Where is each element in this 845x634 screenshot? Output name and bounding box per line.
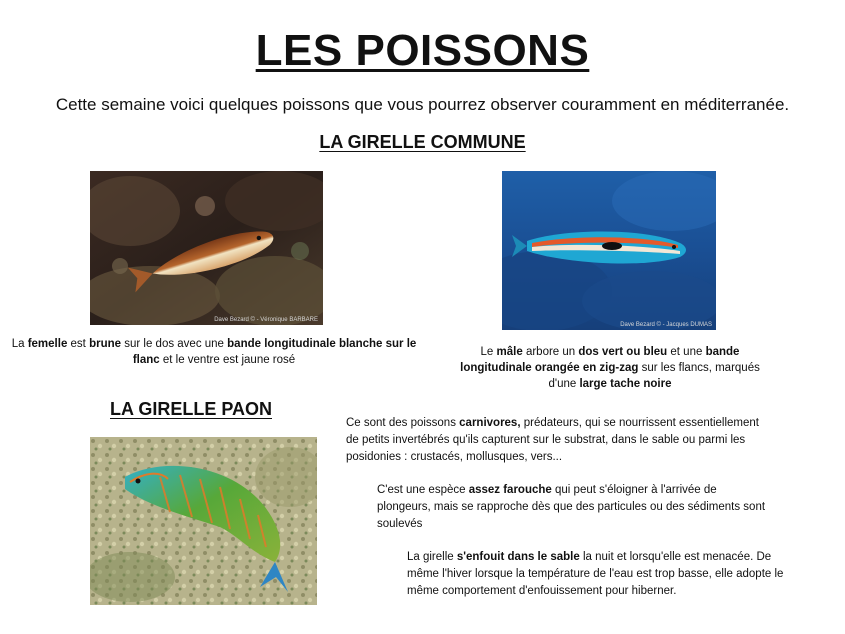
paragraph-0-run-1-bold: carnivores, xyxy=(459,417,521,429)
page-subtitle: Cette semaine voici quelques poissons que vous pourrez observer couramment en méditerranée. xyxy=(55,95,790,114)
paragraph-2-run-0: La girelle xyxy=(407,551,457,563)
section-title-girelle-paon: LA GIRELLE PAON xyxy=(110,399,272,419)
caption-male-run-0: Le xyxy=(480,346,497,358)
page-title: LES POISSONS xyxy=(255,26,590,75)
caption-female-run-0: La xyxy=(11,338,28,350)
paragraph-diet xyxy=(346,415,766,466)
paragraph-0-run-0: Ce sont des poissons xyxy=(346,417,460,429)
caption-male-run-5-bold: bande longitudinale orangée en zig-zag xyxy=(460,346,740,374)
caption-female-run-1-bold: femelle xyxy=(27,338,68,350)
paragraph-burrowing xyxy=(407,549,802,600)
caption-male-run-6: sur les flancs, marqués d'une xyxy=(548,362,760,390)
caption-female-run-4: sur le dos avec une xyxy=(121,338,228,350)
caption-female-run-5-bold: bande longitudinale blanche sur le flanc xyxy=(132,338,417,366)
photo-female-girelle xyxy=(90,171,323,325)
caption-male xyxy=(455,344,765,392)
paragraph-2-run-2: la nuit et lorsqu'elle est menacée. De même l'hiver lorsque la température de l'eau est trop basse, elle adopte le même comportement d'enfouissement pour hiberner. xyxy=(407,551,784,597)
caption-female xyxy=(8,336,420,368)
caption-male-run-7-bold: large tache noire xyxy=(579,378,672,390)
photo-girelle-paon xyxy=(90,437,317,605)
caption-male-run-4: et une xyxy=(667,346,706,358)
caption-male-run-1-bold: mâle xyxy=(496,346,523,358)
paragraph-1-run-0: C'est une espèce xyxy=(377,484,469,496)
paragraph-2-run-1-bold: s'enfouit dans le sable xyxy=(456,551,580,563)
paragraph-1-run-1-bold: assez farouche xyxy=(468,484,552,496)
caption-female-run-2: est xyxy=(67,338,90,350)
photo-credit: Dave Bezard © - Jacques DUMAS xyxy=(620,322,712,328)
photo-male-girelle xyxy=(502,171,716,330)
caption-male-run-2: arbore un xyxy=(522,346,579,358)
paragraph-1-run-2: qui peut s'éloigner à l'arrivée de plongeurs, mais se rapproche dès que des particules ou des sédiments sont soulevés xyxy=(377,484,766,530)
photo-credit: Dave Bezard © - Véronique BARBARE xyxy=(214,317,318,323)
paragraph-0-run-2: prédateurs, qui se nourrissent essentiellement de petits invertébrés qu'ils capturent sur le substrat, dans le sable ou parmi les posidonies : crustacés, mollusques, vers... xyxy=(346,417,759,463)
section-title-girelle-commune: LA GIRELLE COMMUNE xyxy=(319,132,526,152)
caption-female-run-6: et le ventre est jaune rosé xyxy=(159,354,296,366)
caption-male-run-3-bold: dos vert ou bleu xyxy=(578,346,668,358)
caption-female-run-3-bold: brune xyxy=(89,338,122,350)
paragraph-behavior xyxy=(377,482,767,533)
